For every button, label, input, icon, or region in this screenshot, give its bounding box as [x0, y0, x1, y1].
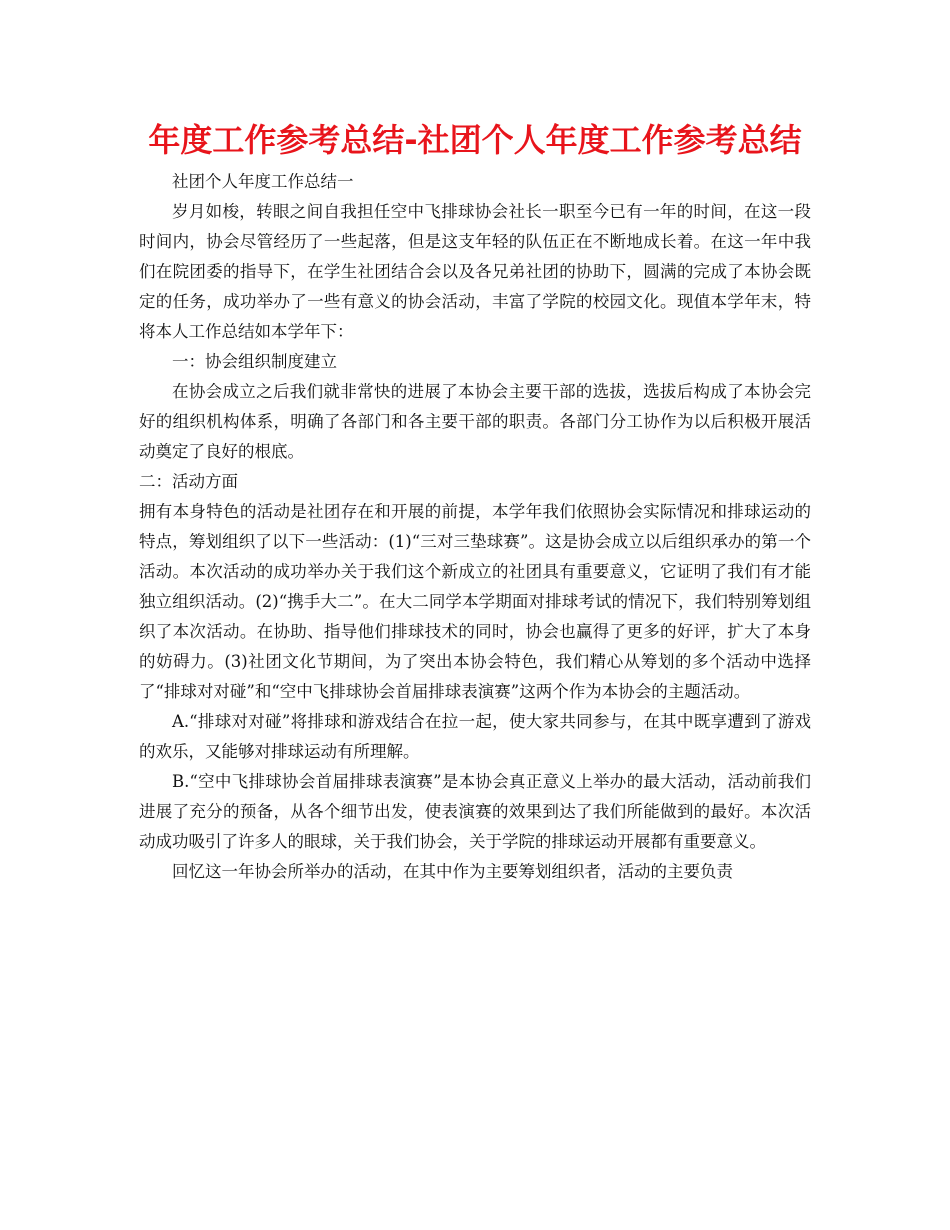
body-paragraph: 岁月如梭，转眼之间自我担任空中飞排球协会社长一职至今已有一年的时间，在这一段时间内，协会尽管经历了一些起落，但是这支年轻的队伍正在不断地成长着。在这一年中我们在院团委的指导下，在学生社团结合会以及各兄弟社团的协助下，圆满的完成了本协会既定的任务，成功举办了一些有意义的协会活动，丰富了学院的校园文化。现值本学年末，特将本人工作总结如本学年下： [139, 202, 811, 341]
section-heading: 一：协会组织制度建立 [172, 352, 337, 371]
body-paragraph: 拥有本身特色的活动是社团存在和开展的前提，本学年我们依照协会实际情况和排球运动的特点，筹划组织了以下一些活动：(1)“三对三垫球赛”。这是协会成立以后组织承办的第一个活动。本次活动的成功举办关于我们这个新成立的社团具有重要意义，它证明了我们有才能独立组织活动。(2)“携手大二”。在大二同学本学期面对排球考试的情况下，我们特别筹划组织了本次活动。在协助、指导他们排球技术的同时，协会也赢得了更多的好评，扩大了本身的妨碍力。(3)社团文化节期间，为了突出本协会特色，我们精心从筹划的多个活动中选择了“排球对对碰”和“空中飞排球协会首届排球表演赛”这两个作为本协会的主题活动。 [139, 502, 811, 701]
document-title: 年度工作参考总结-社团个人年度工作参考总结 [148, 121, 802, 159]
body-paragraph: A.“排球对对碰”将排球和游戏结合在拉一起，使大家共同参与，在其中既享遭到了游戏的欢乐，又能够对排球运动有所理解。 [139, 712, 811, 761]
section-heading: 社团个人年度工作总结一 [172, 172, 354, 191]
body-paragraph: 回忆这一年协会所举办的活动，在其中作为主要筹划组织者，活动的主要负责 [172, 862, 733, 881]
document-body [139, 167, 811, 887]
body-paragraph: B.“空中飞排球协会首届排球表演赛”是本协会真正意义上举办的最大活动，活动前我们进展了充分的预备，从各个细节出发，使表演赛的效果到达了我们所能做到的最好。本次活动成功吸引了许多人的眼球，关于我们协会，关于学院的排球运动开展都有重要意义。 [139, 772, 811, 851]
body-paragraph: 在协会成立之后我们就非常快的进展了本协会主要干部的选拔，选拔后构成了本协会完好的组织机构体系，明确了各部门和各主要干部的职责。各部门分工协作为以后积极开展活动奠定了良好的根底。 [139, 382, 811, 461]
section-heading: 二：活动方面 [139, 472, 238, 491]
